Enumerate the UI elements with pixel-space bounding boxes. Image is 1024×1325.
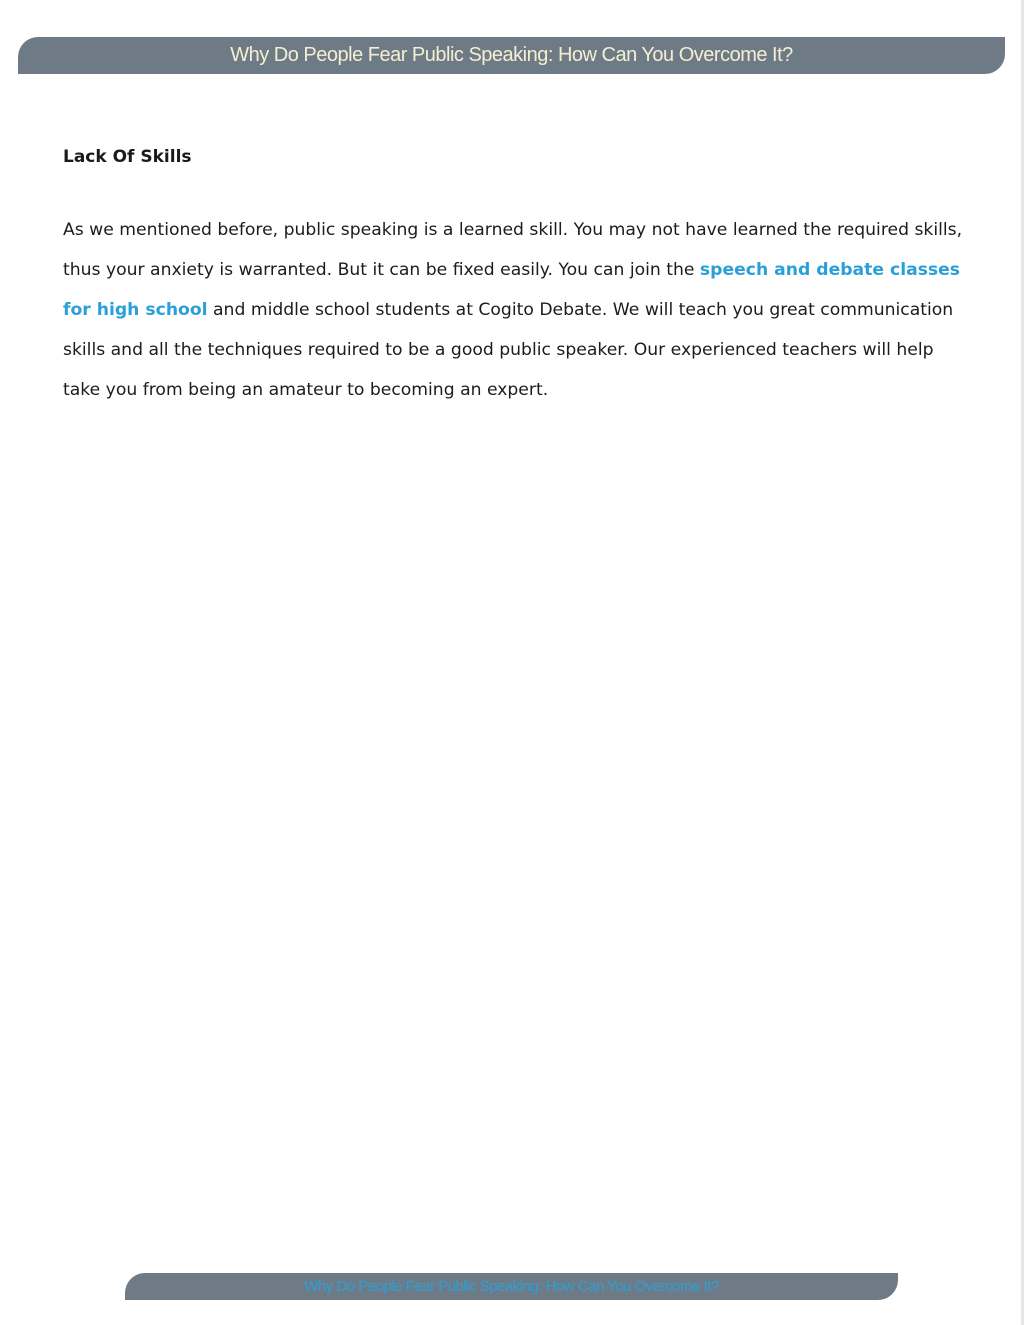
speech-debate-classes-link[interactable]: speech and debate classes for high school bbox=[63, 260, 961, 320]
footer-banner bbox=[125, 1273, 898, 1300]
paragraph-text-after-link: and middle school students at Cogito Debate. We will teach you great communication skills and all the techniques required to be a good public speaker. Our experienced teachers will help take you from being an amateur to becoming an expert. bbox=[63, 300, 954, 400]
body-paragraph bbox=[63, 210, 968, 410]
page-title: Why Do People Fear Public Speaking: How Can You Overcome It? bbox=[230, 44, 793, 66]
footer-title: Why Do People Fear Public Speaking: How Can You Overcome It? bbox=[304, 1278, 719, 1295]
header-banner bbox=[18, 37, 1005, 74]
main-content bbox=[63, 140, 968, 410]
section-heading: Lack Of Skills bbox=[63, 147, 192, 167]
paragraph-text-before-link: As we mentioned before, public speaking is a learned skill. You may not have learned the required skills, thus your anxiety is warranted. But it can be fixed easily. You can join the bbox=[63, 220, 963, 280]
